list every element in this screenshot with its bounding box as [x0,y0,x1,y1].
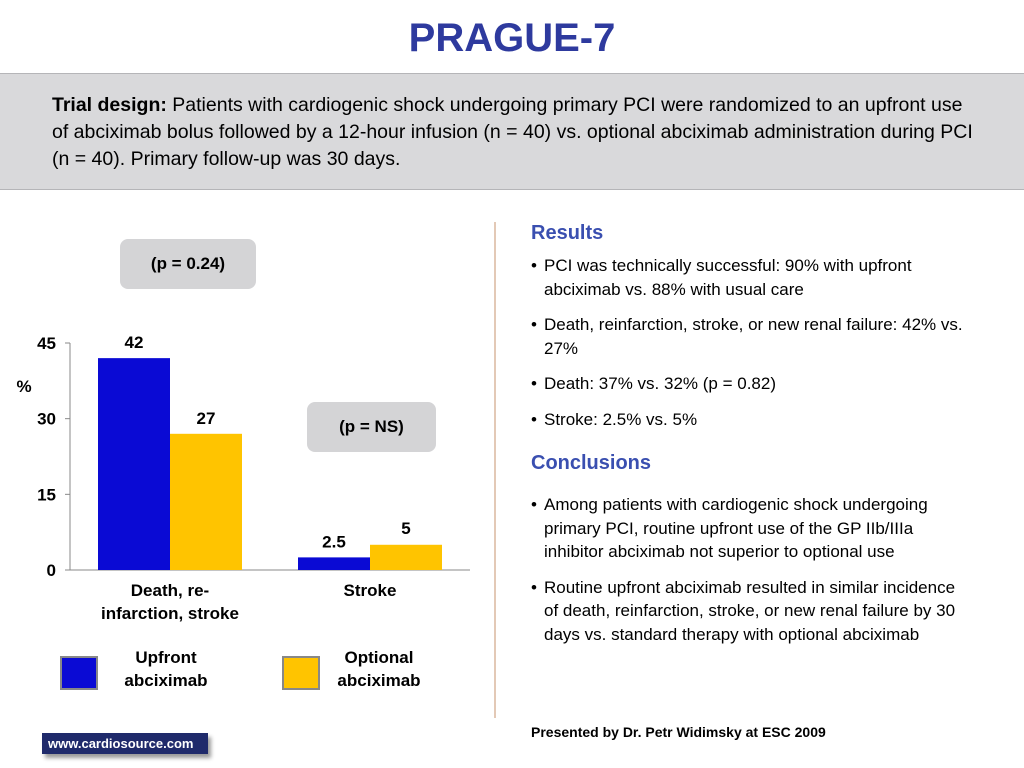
legend-upfront-line-1: Upfront [135,648,197,667]
conclusions-item: • Routine upfront abciximab resulted in similar incidence of death, reinfarction, stroke, or new renal failure by 30 days vs. standard therapy with optional abciximab [531,576,971,647]
results-item: • Death, reinfarction, stroke, or new renal failure: 42% vs. 27% [531,313,971,360]
data-label: 5 [401,518,411,538]
x-tick-label: infarction, stroke [101,604,239,623]
legend-swatch-optional [282,656,320,690]
p-value-stroke: (p = NS) [339,417,404,436]
legend-label-optional [316,646,442,692]
y-tick-label: 45 [37,334,56,353]
results-heading: Results [531,222,604,244]
y-tick-label: 0 [46,561,56,580]
legend-label-upfront [100,646,232,692]
column-divider [494,222,496,718]
conclusions-heading: Conclusions [531,452,652,474]
results-item: • Death: 37% vs. 32% (p = 0.82) [531,372,971,396]
legend-optional-line-1: Optional [344,648,414,667]
bar [98,358,170,570]
bar [170,434,242,570]
results-item: • PCI was technically successful: 90% with upfront abciximab vs. 88% with usual care [531,254,971,301]
trial-design-body: Patients with cardiogenic shock undergoing primary PCI were randomized to an upfront use of abciximab bolus followed by a 12-hour infusion (n = 40) vs. optional abciximab administration during PCI (n = 40). Primary follow-up was 30 days. [52,94,973,170]
y-axis-label: % [16,377,32,396]
legend-optional-line-2: abciximab [337,671,421,690]
data-label: 27 [196,408,216,428]
presented-by: Presented by Dr. Petr Widimsky at ESC 2009 [531,724,826,740]
page-title: PRAGUE-7 [408,16,616,60]
data-label: 42 [124,333,144,353]
results-list [531,254,971,443]
conclusions-list [531,493,971,658]
y-tick-label: 15 [37,485,56,505]
x-tick-label: Stroke [343,581,397,600]
bar [298,557,370,570]
trial-design-label: Trial design: [52,94,167,116]
bar [370,545,442,570]
legend-upfront-line-2: abciximab [124,671,208,690]
results-item: • Stroke: 2.5% vs. 5% [531,408,971,432]
data-label: 2.5 [322,532,346,552]
x-tick-label: Death, re- [130,581,210,600]
conclusions-item: • Among patients with cardiogenic shock undergoing primary PCI, routine upfront use of the GP IIb/IIIa inhibitor abciximab not superior to optional use [531,493,971,564]
legend-swatch-upfront [60,656,98,690]
bar-chart [0,0,500,640]
p-value-death: (p = 0.24) [150,254,226,273]
brand-logo: www.cardiosource.com [42,733,208,754]
y-tick-label: 30 [37,409,56,429]
